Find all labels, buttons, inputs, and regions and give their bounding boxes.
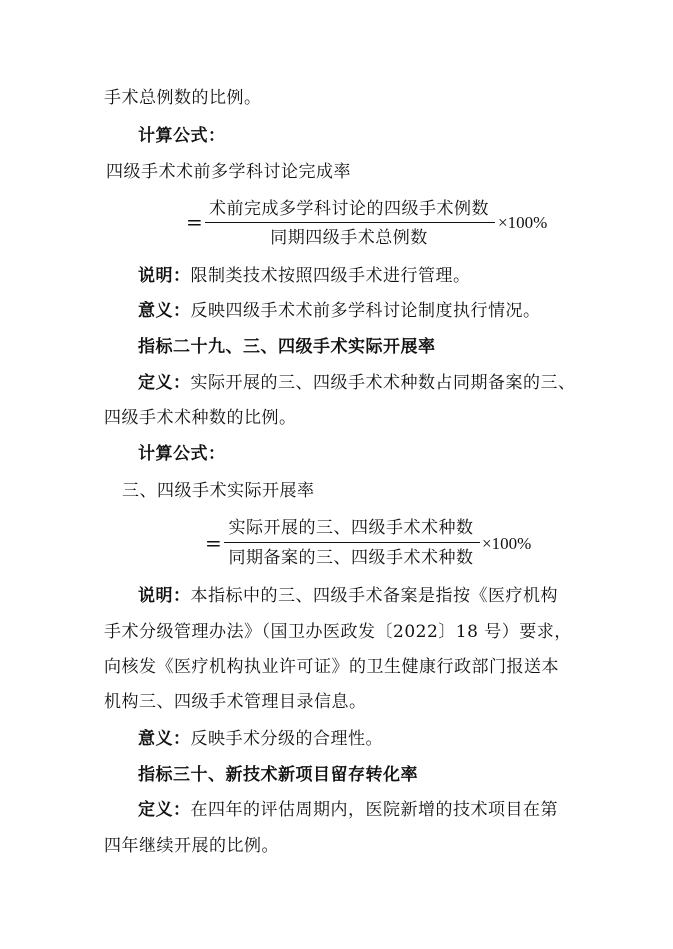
meaning-1-label: 意义： (138, 301, 191, 321)
formula-2-name: 三、四级手术实际开展率 (122, 481, 315, 501)
definition-29-text-a: 实际开展的三、四级手术术种数占同期备案的三、 (190, 373, 576, 393)
definition-30-line-1 (138, 798, 558, 822)
formula-1-name: 四级手术术前多学科讨论完成率 (106, 162, 351, 182)
definition-30-text-a: 在四年的评估周期内，医院新增的技术项目在第 (190, 800, 558, 820)
meaning-1 (138, 299, 541, 323)
note-2-line-1 (138, 584, 558, 608)
formula-1-numerator: 术前完成多学科讨论的四级手术例数 (209, 199, 489, 219)
indicator-29-title: 指标二十九、三、四级手术实际开展率 (138, 337, 436, 357)
calc-formula-label-2: 计算公式： (138, 444, 226, 464)
formula-2-equals: = (205, 531, 222, 555)
formula-1-equals: = (186, 210, 203, 234)
note-2-line-3: 向核发《医疗机构执业许可证》的卫生健康行政部门报送本 (104, 657, 559, 677)
formula-1-fraction-bar (205, 222, 495, 223)
formula-2-fraction-bar (224, 542, 480, 543)
meaning-1-text: 反映四级手术术前多学科讨论制度执行情况。 (190, 301, 541, 321)
note-2-line-2: 手术分级管理办法》（国卫办医政发〔2022〕18 号）要求， (104, 622, 572, 642)
definition-29-label: 定义： (138, 373, 191, 393)
note-2-text-a: 本指标中的三、四级手术备案是指按《医疗机构 (190, 586, 558, 606)
formula-2-multiplier: ×100% (482, 534, 532, 553)
paragraph-continuation: 手术总例数的比例。 (104, 88, 262, 108)
meaning-2 (138, 727, 383, 751)
note-1-text: 限制类技术按照四级手术进行管理。 (190, 266, 471, 286)
definition-30-line-2: 四年继续开展的比例。 (104, 836, 279, 856)
definition-29-line-2: 四级手术术种数的比例。 (104, 408, 297, 428)
definition-30-label: 定义： (138, 800, 191, 820)
formula-1-denominator: 同期四级手术总例数 (270, 228, 428, 248)
meaning-2-text: 反映手术分级的合理性。 (190, 729, 383, 749)
meaning-2-label: 意义： (138, 729, 191, 749)
note-2-line-4: 机构三、四级手术管理目录信息。 (104, 692, 367, 712)
formula-2-denominator: 同期备案的三、四级手术术种数 (228, 548, 474, 568)
formula-2-numerator: 实际开展的三、四级手术术种数 (228, 518, 474, 538)
indicator-30-title: 指标三十、新技术新项目留存转化率 (138, 765, 418, 785)
definition-29-line-1 (138, 371, 576, 395)
calc-formula-label-1: 计算公式： (138, 126, 226, 146)
note-1 (138, 264, 471, 288)
note-2-label: 说明： (138, 586, 191, 606)
formula-1-multiplier: ×100% (498, 213, 548, 232)
note-1-label: 说明： (138, 266, 191, 286)
